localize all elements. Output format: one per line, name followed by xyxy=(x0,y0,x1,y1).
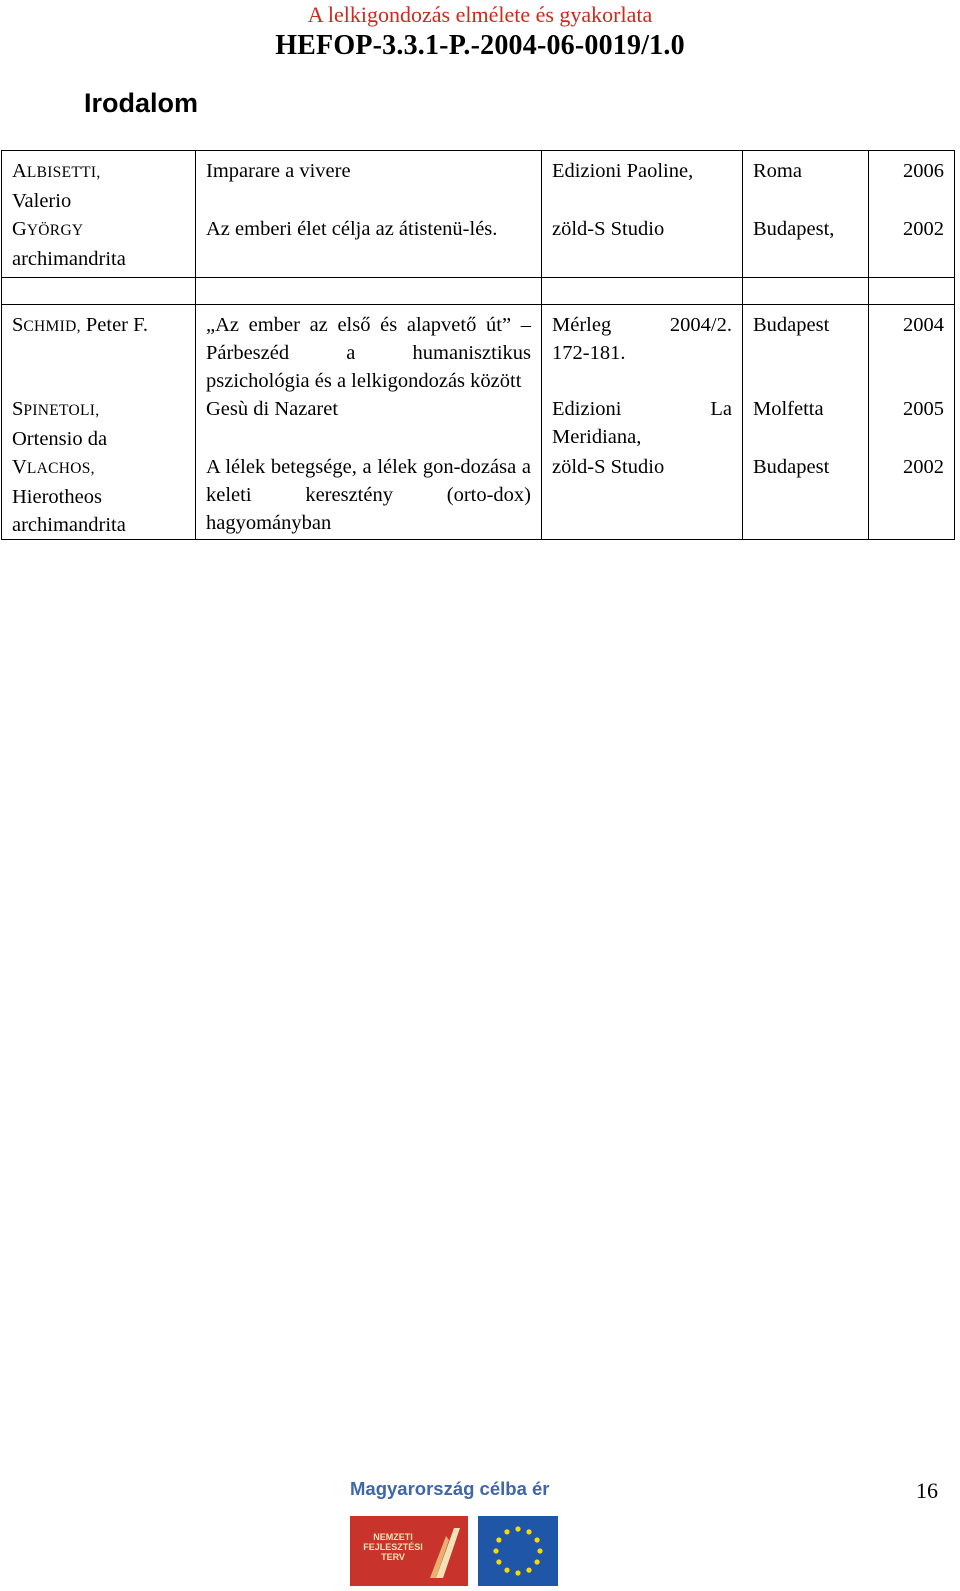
year-cell: 2002 xyxy=(869,453,955,540)
table-row xyxy=(2,151,955,216)
eu-star xyxy=(535,1537,540,1542)
title-cell: Gesù di Nazaret xyxy=(196,395,542,453)
eu-star xyxy=(496,1559,501,1564)
author-cell: SPINETOLI, Ortensio da xyxy=(2,395,196,453)
eu-stars-icon xyxy=(478,1516,558,1586)
author-cell: GYÖRGY archimandrita xyxy=(2,215,196,278)
place-cell: Roma xyxy=(743,151,869,216)
title-cell: „Az ember az első és alapvető út” – Párbeszéd a humanisztikus pszichológia és a lelkigondozás között xyxy=(196,305,542,396)
publisher-cell: zöld-S Studio xyxy=(542,215,743,278)
year-cell: 2002 xyxy=(869,215,955,278)
table-spacer-row xyxy=(2,278,955,305)
place-cell: Molfetta xyxy=(743,395,869,453)
place-cell: Budapest, xyxy=(743,215,869,278)
year-cell: 2005 xyxy=(869,395,955,453)
author-cell: VLACHOS, Hierotheos archimandrita xyxy=(2,453,196,540)
eu-star xyxy=(535,1559,540,1564)
eu-star xyxy=(504,1568,509,1573)
nft-arrow-icon xyxy=(350,1516,468,1586)
place-cell: Budapest xyxy=(743,453,869,540)
eu-star xyxy=(526,1529,531,1534)
title-cell: A lélek betegsége, a lélek gon-dozása a keleti keresztény (orto-dox) hagyományban xyxy=(196,453,542,540)
table-row xyxy=(2,395,955,453)
eu-star xyxy=(526,1568,531,1573)
place-cell: Budapest xyxy=(743,305,869,396)
header-subtitle: A lelkigondozás elmélete és gyakorlata xyxy=(307,2,653,27)
eu-star xyxy=(493,1548,498,1553)
eu-flag xyxy=(478,1516,558,1586)
eu-star xyxy=(515,1526,520,1531)
year-cell: 2006 xyxy=(869,151,955,216)
author-cell: ALBISETTI, Valerio xyxy=(2,151,196,216)
footer-logo xyxy=(350,1478,580,1586)
eu-star xyxy=(496,1537,501,1542)
nft-logo-text: NEMZETI FEJLESZTÉSI TERV xyxy=(363,1532,423,1562)
table-row xyxy=(2,453,955,540)
eu-star xyxy=(504,1529,509,1534)
header-project-code: HEFOP-3.3.1-P.-2004-06-0019/1.0 xyxy=(275,30,685,61)
tagline: Magyarország célba ér xyxy=(350,1478,550,1499)
bibliography-table xyxy=(1,150,955,540)
eu-star xyxy=(515,1570,520,1575)
publisher-cell: zöld-S Studio xyxy=(542,453,743,540)
author-cell: SCHMID, Peter F. xyxy=(2,305,196,396)
publisher-cell: Edizioni Paoline, xyxy=(542,151,743,216)
page-number: 16 xyxy=(916,1478,938,1503)
nft-logo xyxy=(350,1516,468,1586)
section-title: Irodalom xyxy=(84,88,199,118)
publisher-cell: Edizioni La Meridiana, xyxy=(542,395,743,453)
title-cell: Az emberi élet célja az átistenü-lés. xyxy=(196,215,542,278)
title-cell: Imparare a vivere xyxy=(196,151,542,216)
publisher-cell: Mérleg 2004/2. 172-181. xyxy=(542,305,743,396)
year-cell: 2004 xyxy=(869,305,955,396)
eu-star xyxy=(537,1548,542,1553)
table-row xyxy=(2,215,955,278)
table-row xyxy=(2,305,955,396)
